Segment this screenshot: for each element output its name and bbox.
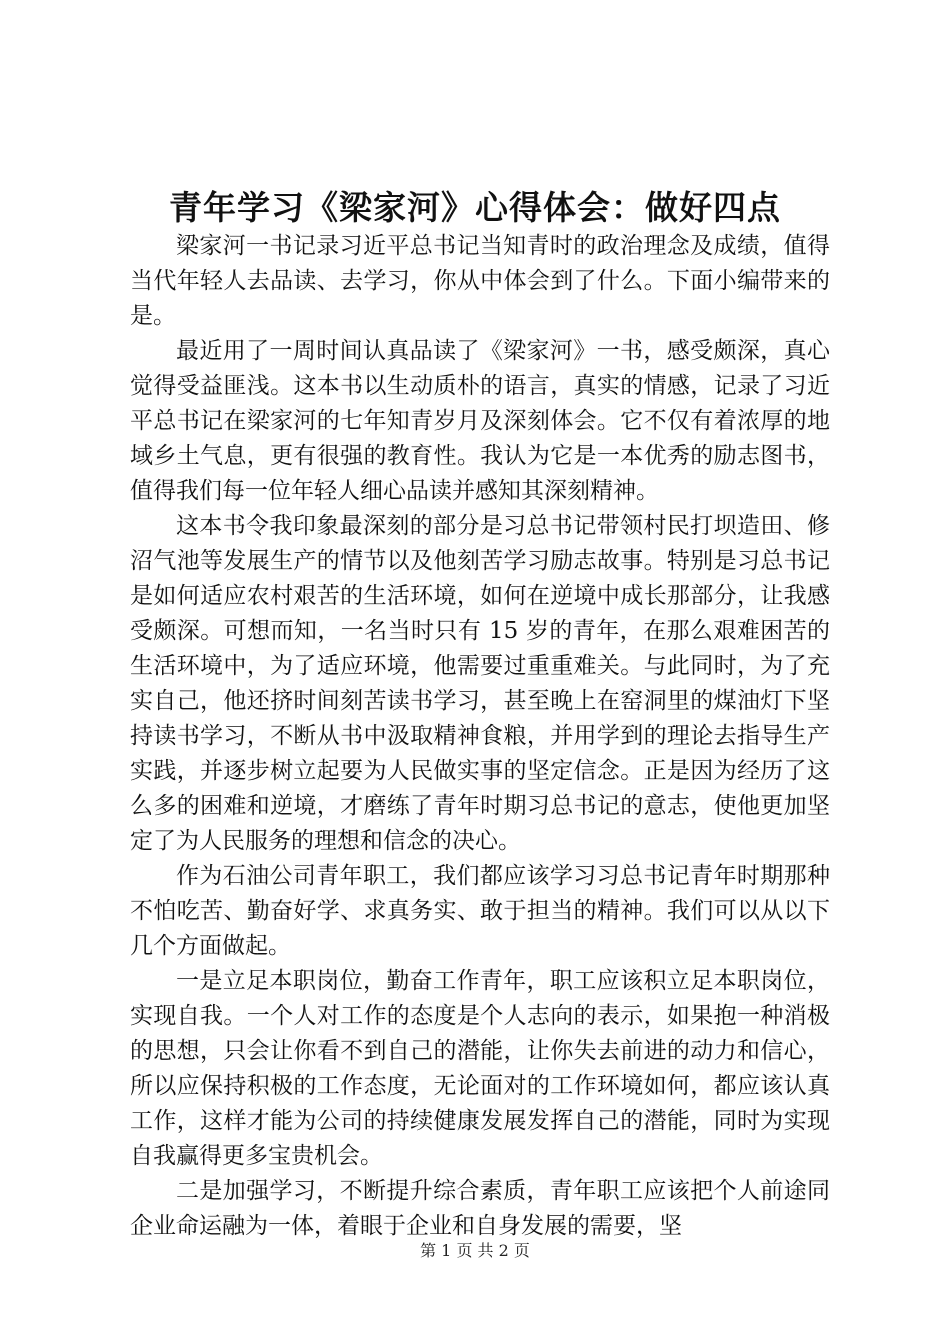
paragraph-5: 一是立足本职岗位，勤奋工作青年，职工应该积立足本职岗位，实现自我。一个人对工作的态度是个人志向的表示，如果抱一种消极的思想，只会让你看不到自己的潜能，让你失去前进的动力和信心，所以应保持积极的工作态度，无论面对的工作环境如何，都应该认真工作，这样才能为公司的持续健康发展发挥自己的潜能，同时为实现自我赢得更多宝贵机会。 [130, 968, 830, 1169]
paragraph-6: 二是加强学习，不断提升综合素质，青年职工应该把个人前途同企业命运融为一体，着眼于企业和自身发展的需要，坚 [130, 1178, 830, 1239]
paragraph-4: 作为石油公司青年职工，我们都应该学习习总书记青年时期那种不怕吃苦、勤奋好学、求真务实、敢于担当的精神。我们可以从以下几个方面做起。 [130, 863, 830, 959]
document-body [130, 229, 830, 1244]
paragraph-1: 梁家河一书记录习近平总书记当知青时的政治理念及成绩，值得当代年轻人去品读、去学习，你从中体会到了什么。下面小编带来的是。 [130, 233, 830, 329]
paragraph-2: 最近用了一周时间认真品读了《梁家河》一书，感受颇深，真心觉得受益匪浅。这本书以生动质朴的语言，真实的情感，记录了习近平总书记在梁家河的七年知青岁月及深刻体会。它不仅有着浓厚的地域乡土气息，更有很强的教育性。我认为它是一本优秀的励志图书，值得我们每一位年轻人细心品读并感知其深刻精神。 [130, 338, 830, 504]
page-title: 青年学习《梁家河》心得体会：做好四点 [169, 188, 781, 227]
page-number-footer: 第 1 页 共 2 页 [420, 1241, 530, 1260]
paragraph-3: 这本书令我印象最深刻的部分是习总书记带领村民打坝造田、修沼气池等发展生产的情节以及他刻苦学习励志故事。特别是习总书记是如何适应农村艰苦的生活环境，如何在逆境中成长那部分，让我感受颇深。可想而知，一名当时只有 15 岁的青年，在那么艰难困苦的生活环境中，为了适应环境，他需要过重重难关。与此同时，为了充实自己，他还挤时间刻苦读书学习，甚至晚上在窑洞里的煤油灯下坚持读书学习，不断从书中汲取精神食粮，并用学到的理论去指导生产实践，并逐步树立起要为人民做实事的坚定信念。正是因为经历了这么多的困难和逆境，才磨练了青年时期习总书记的意志，使他更加坚定了为人民服务的理想和信念的决心。 [130, 513, 830, 854]
